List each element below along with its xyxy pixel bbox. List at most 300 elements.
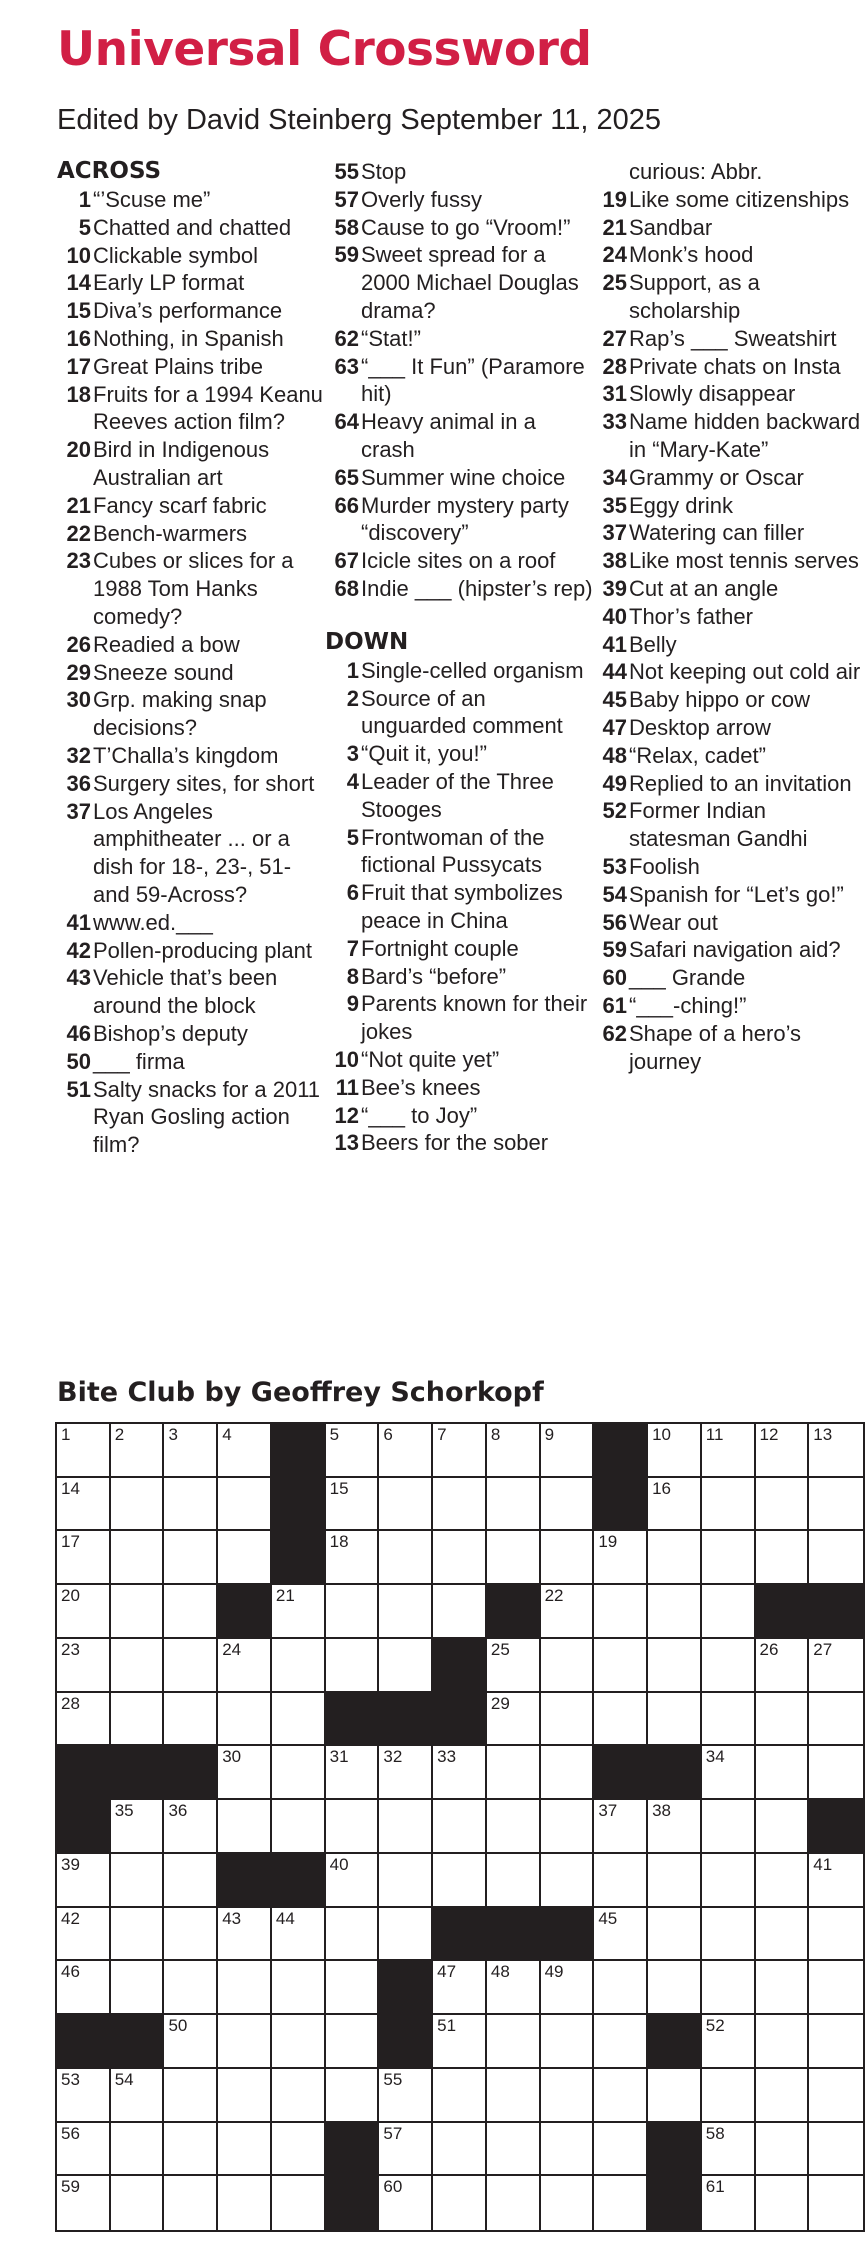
grid-cell[interactable] [433, 2176, 487, 2230]
clue-text: “Quit it, you!” [361, 741, 487, 767]
grid-cell[interactable] [756, 1908, 810, 1962]
clue-item [57, 659, 327, 687]
clue-number: 39 [602, 575, 627, 601]
clue-text: ___ Grande [629, 965, 746, 991]
clue-text: “___ to Joy” [361, 1102, 478, 1128]
grid-cell[interactable] [541, 2123, 595, 2177]
grid-cell[interactable] [111, 1531, 165, 1585]
grid-cell[interactable] [809, 2015, 863, 2069]
cell-number: 46 [61, 1962, 80, 1982]
cell-number: 20 [61, 1586, 80, 1606]
clue-number: 62 [602, 1020, 627, 1046]
grid-cell[interactable] [648, 1639, 702, 1693]
grid-cell[interactable] [756, 2015, 810, 2069]
clue-text: Salty snacks for a 2011 Ryan Gosling action film? [93, 1076, 321, 1158]
grid-cell[interactable] [594, 2015, 648, 2069]
grid-cell[interactable] [379, 1746, 433, 1800]
grid-cell[interactable] [57, 1585, 111, 1639]
grid-cell[interactable] [541, 1961, 595, 2015]
grid-cell[interactable] [164, 2069, 218, 2123]
clue-item [593, 686, 863, 714]
clue-text: www.ed.___ [93, 909, 213, 935]
grid-cell[interactable] [648, 1478, 702, 1532]
black-square [809, 1800, 863, 1854]
grid-cell[interactable] [648, 1854, 702, 1908]
grid-cell[interactable] [433, 1478, 487, 1532]
grid-cell[interactable] [702, 1693, 756, 1747]
grid-cell[interactable] [702, 1961, 756, 2015]
grid-cell[interactable] [164, 1478, 218, 1532]
grid-cell[interactable] [326, 1854, 380, 1908]
grid-cell[interactable] [111, 1424, 165, 1478]
grid-cell[interactable] [702, 1585, 756, 1639]
clue-text: Stop [361, 159, 407, 184]
grid-cell[interactable] [164, 1639, 218, 1693]
grid-cell[interactable] [809, 2176, 863, 2230]
grid-cell[interactable] [541, 1639, 595, 1693]
cell-number: 36 [168, 1801, 188, 1821]
grid-cell[interactable] [756, 2069, 810, 2123]
clue-number: 16 [66, 325, 91, 351]
grid-cell[interactable] [326, 1746, 380, 1800]
grid-cell[interactable] [218, 2123, 272, 2177]
grid-cell[interactable] [272, 1961, 326, 2015]
grid-cell[interactable] [702, 2123, 756, 2177]
clue-column-2 [325, 158, 595, 1157]
clue-item [593, 241, 863, 269]
grid-cell[interactable] [164, 1908, 218, 1962]
grid-cell[interactable] [218, 1800, 272, 1854]
grid-cell[interactable] [541, 1424, 595, 1478]
grid-cell[interactable] [379, 2069, 433, 2123]
grid-cell[interactable] [541, 1800, 595, 1854]
clue-item [57, 1020, 327, 1048]
grid-cell[interactable] [326, 1908, 380, 1962]
grid-cell[interactable] [164, 1531, 218, 1585]
grid-cell[interactable] [541, 1746, 595, 1800]
grid-cell[interactable] [379, 1424, 433, 1478]
grid-cell[interactable] [272, 1908, 326, 1962]
grid-cell[interactable] [433, 2015, 487, 2069]
cell-number: 58 [705, 2123, 725, 2143]
clue-text: Rap’s ___ Sweatshirt [629, 325, 837, 351]
grid-cell[interactable] [218, 2015, 272, 2069]
clue-number: 61 [602, 992, 627, 1018]
clue-item [593, 603, 863, 631]
grid-cell[interactable] [111, 1693, 165, 1747]
grid-cell[interactable] [809, 1424, 863, 1478]
grid-cell[interactable] [756, 2123, 810, 2177]
grid-cell[interactable] [57, 1693, 111, 1747]
clue-text: Overly fussy [361, 186, 483, 212]
clue-item [593, 353, 863, 381]
grid-cell[interactable] [809, 1639, 863, 1693]
grid-cell[interactable] [648, 1585, 702, 1639]
grid-cell[interactable] [648, 1424, 702, 1478]
clue-text: Not keeping out cold air [629, 659, 861, 685]
grid-cell[interactable] [57, 1908, 111, 1962]
grid-cell[interactable] [756, 1531, 810, 1585]
cell-number: 44 [275, 1908, 295, 1928]
clue-item [57, 1076, 327, 1159]
grid-cell[interactable] [111, 2176, 165, 2230]
grid-cell[interactable] [594, 1531, 648, 1585]
grid-cell[interactable] [487, 1639, 541, 1693]
grid-cell[interactable] [57, 2123, 111, 2177]
grid-cell[interactable] [756, 1961, 810, 2015]
grid-cell[interactable] [433, 1531, 487, 1585]
grid-cell[interactable] [487, 1800, 541, 1854]
grid-cell[interactable] [487, 1478, 541, 1532]
grid-cell[interactable] [756, 1424, 810, 1478]
clue-item [325, 657, 595, 685]
clue-number: 55 [334, 159, 359, 184]
grid-cell[interactable] [541, 2069, 595, 2123]
grid-cell[interactable] [57, 1531, 111, 1585]
grid-cell[interactable] [379, 1854, 433, 1908]
grid-cell[interactable] [487, 1531, 541, 1585]
grid-cell[interactable] [487, 1961, 541, 2015]
clue-item [325, 241, 595, 324]
grid-cell[interactable] [702, 2069, 756, 2123]
grid-cell[interactable] [487, 1424, 541, 1478]
grid-cell[interactable] [594, 1908, 648, 1962]
cell-number: 47 [437, 1962, 457, 1982]
grid-cell[interactable] [756, 1800, 810, 1854]
grid-cell[interactable] [326, 1478, 380, 1532]
clue-item [325, 685, 595, 741]
grid-cell[interactable] [809, 1854, 863, 1908]
clue-item [325, 492, 595, 548]
grid-cell[interactable] [164, 1424, 218, 1478]
cell-number: 31 [329, 1747, 349, 1767]
grid-cell[interactable] [111, 2069, 165, 2123]
grid-cell[interactable] [809, 2069, 863, 2123]
clue-text: Shape of a hero’s journey [629, 1020, 802, 1074]
cell-number: 57 [383, 2123, 403, 2143]
cell-number: 22 [544, 1586, 564, 1606]
cell-number: 24 [222, 1639, 242, 1659]
cell-number: 48 [490, 1962, 510, 1982]
grid-cell[interactable] [648, 1693, 702, 1747]
grid-cell[interactable] [379, 1585, 433, 1639]
grid-cell[interactable] [57, 2069, 111, 2123]
clue-text: Clickable symbol [93, 242, 259, 268]
grid-cell[interactable] [433, 1746, 487, 1800]
clue-item [57, 186, 327, 214]
grid-cell[interactable] [648, 1908, 702, 1962]
clue-number: 21 [66, 492, 91, 518]
grid-cell[interactable] [433, 1424, 487, 1478]
clue-number: 17 [66, 353, 91, 379]
clue-text: Pollen-producing plant [93, 937, 312, 963]
grid-cell[interactable] [433, 2069, 487, 2123]
clue-text: Fancy scarf fabric [93, 492, 267, 518]
grid-cell[interactable] [326, 1531, 380, 1585]
grid-cell[interactable] [218, 1693, 272, 1747]
clue-item [57, 770, 327, 798]
clue-number: 49 [602, 770, 627, 796]
clue-number: 22 [66, 520, 91, 546]
grid-cell[interactable] [594, 2123, 648, 2177]
grid-cell[interactable] [379, 1800, 433, 1854]
clue-number: 34 [602, 464, 627, 490]
grid-cell[interactable] [326, 1639, 380, 1693]
clue-text: Monk’s hood [629, 242, 754, 268]
grid-cell[interactable] [702, 1424, 756, 1478]
grid-cell[interactable] [379, 1478, 433, 1532]
grid-cell[interactable] [594, 2176, 648, 2230]
grid-cell[interactable] [433, 1961, 487, 2015]
grid-cell[interactable] [218, 1478, 272, 1532]
clue-text: “Relax, cadet” [629, 742, 766, 768]
grid-cell[interactable] [379, 2123, 433, 2177]
grid-cell[interactable] [809, 1961, 863, 2015]
clue-text: Watering can filler [629, 520, 805, 546]
clue-item [593, 380, 863, 408]
grid-cell[interactable] [326, 1424, 380, 1478]
grid-cell[interactable] [433, 1800, 487, 1854]
clue-number: 43 [66, 965, 91, 991]
grid-cell[interactable] [809, 1693, 863, 1747]
cell-number: 19 [598, 1532, 618, 1552]
cell-number: 35 [114, 1801, 134, 1821]
grid-cell[interactable] [164, 2123, 218, 2177]
black-square [57, 1800, 111, 1854]
grid-cell[interactable] [702, 1854, 756, 1908]
grid-cell[interactable] [702, 2015, 756, 2069]
grid-cell[interactable] [809, 1478, 863, 1532]
grid-cell[interactable] [756, 2176, 810, 2230]
grid-cell[interactable] [164, 1961, 218, 2015]
grid-cell[interactable] [111, 2123, 165, 2177]
grid-cell[interactable] [57, 1961, 111, 2015]
grid-cell[interactable] [541, 1585, 595, 1639]
cell-number: 11 [705, 1425, 724, 1444]
grid-cell[interactable] [756, 1746, 810, 1800]
black-square [541, 1908, 595, 1962]
grid-cell[interactable] [702, 1908, 756, 1962]
grid-cell[interactable] [756, 1693, 810, 1747]
grid-cell[interactable] [164, 1693, 218, 1747]
clue-item [593, 631, 863, 659]
clue-text: Fruit that symbolizes peace in China [361, 880, 563, 933]
clue-number: 47 [602, 714, 627, 740]
clue-text: Support, as a scholarship [629, 270, 760, 323]
grid-cell[interactable] [218, 1961, 272, 2015]
grid-cell[interactable] [594, 1800, 648, 1854]
grid-cell[interactable] [541, 1854, 595, 1908]
clue-text: Fortnight couple [361, 935, 519, 961]
grid-cell[interactable] [756, 1639, 810, 1693]
cell-number: 18 [329, 1532, 349, 1552]
grid-cell[interactable] [57, 1639, 111, 1693]
grid-cell[interactable] [164, 2176, 218, 2230]
cell-number: 32 [383, 1747, 403, 1767]
clue-number: 41 [602, 631, 627, 657]
grid-cell[interactable] [272, 1746, 326, 1800]
grid-cell[interactable] [702, 1531, 756, 1585]
cell-number: 2 [114, 1425, 125, 1444]
grid-cell[interactable] [111, 1908, 165, 1962]
grid-cell[interactable] [326, 2069, 380, 2123]
clue-item [325, 158, 595, 186]
grid-cell[interactable] [272, 1585, 326, 1639]
grid-cell[interactable] [379, 2176, 433, 2230]
clue-item [57, 297, 327, 325]
grid-cell[interactable] [218, 2069, 272, 2123]
grid-cell[interactable] [164, 1800, 218, 1854]
grid-cell[interactable] [648, 1800, 702, 1854]
grid-cell[interactable] [272, 2176, 326, 2230]
grid-cell[interactable] [487, 1854, 541, 1908]
clue-number: 18 [66, 381, 91, 407]
grid-cell[interactable] [57, 1424, 111, 1478]
clue-item [593, 964, 863, 992]
clue-column-3 [593, 158, 863, 1075]
clue-number: 54 [602, 881, 627, 907]
grid-cell[interactable] [164, 2015, 218, 2069]
grid-cell[interactable] [111, 1585, 165, 1639]
grid-cell[interactable] [272, 2123, 326, 2177]
grid-cell[interactable] [326, 2015, 380, 2069]
grid-cell[interactable] [326, 1800, 380, 1854]
clue-item [593, 408, 863, 464]
clue-text: Name hidden backward in “Mary-Kate” [629, 409, 861, 462]
clue-number: 25 [602, 270, 627, 296]
grid-cell[interactable] [594, 1693, 648, 1747]
grid-cell[interactable] [218, 1746, 272, 1800]
clue-number: 65 [334, 464, 359, 490]
clue-item [593, 186, 863, 214]
grid-cell[interactable] [111, 1639, 165, 1693]
grid-cell[interactable] [487, 1746, 541, 1800]
grid-cell[interactable] [218, 2176, 272, 2230]
clue-item [57, 214, 327, 242]
clue-text: Sneeze sound [93, 659, 234, 685]
grid-cell[interactable] [756, 1478, 810, 1532]
grid-cell[interactable] [272, 2015, 326, 2069]
grid-cell[interactable] [57, 1854, 111, 1908]
grid-cell[interactable] [594, 1854, 648, 1908]
cell-number: 61 [705, 2177, 725, 2197]
grid-cell[interactable] [379, 1531, 433, 1585]
grid-cell[interactable] [111, 1854, 165, 1908]
clue-text: Frontwoman of the fictional Pussycats [361, 824, 545, 878]
clue-number: 1 [346, 657, 359, 683]
clue-number: 33 [602, 409, 627, 435]
clue-number: 48 [602, 742, 627, 768]
grid-cell[interactable] [57, 2176, 111, 2230]
grid-cell[interactable] [648, 2069, 702, 2123]
grid-cell[interactable] [433, 1585, 487, 1639]
grid-cell[interactable] [57, 1478, 111, 1532]
grid-cell[interactable] [702, 1800, 756, 1854]
grid-cell[interactable] [648, 1961, 702, 2015]
grid-cell[interactable] [809, 1908, 863, 1962]
clue-number: 10 [334, 1046, 359, 1072]
grid-cell[interactable] [594, 1961, 648, 2015]
grid-cell[interactable] [379, 1639, 433, 1693]
grid-cell[interactable] [702, 1639, 756, 1693]
grid-cell[interactable] [379, 1908, 433, 1962]
grid-cell[interactable] [164, 1854, 218, 1908]
grid-cell[interactable] [809, 1531, 863, 1585]
clue-number: 2 [346, 685, 359, 711]
grid-cell[interactable] [756, 1854, 810, 1908]
clue-text: Bird in Indigenous Australian art [93, 437, 270, 490]
clue-number: 23 [66, 548, 91, 574]
black-square [111, 2015, 165, 2069]
grid-cell[interactable] [648, 1531, 702, 1585]
grid-cell[interactable] [218, 1639, 272, 1693]
grid-cell[interactable] [111, 1800, 165, 1854]
clue-text: “___ It Fun” (Paramore hit) [361, 353, 585, 407]
cell-number: 30 [222, 1747, 242, 1767]
grid-cell[interactable] [218, 1531, 272, 1585]
clue-item [593, 853, 863, 881]
grid-cell[interactable] [541, 1531, 595, 1585]
grid-cell[interactable] [218, 1908, 272, 1962]
black-square [756, 1585, 810, 1639]
grid-cell[interactable] [433, 2123, 487, 2177]
grid-cell[interactable] [272, 1693, 326, 1747]
grid-cell[interactable] [164, 1585, 218, 1639]
grid-cell[interactable] [702, 1746, 756, 1800]
clue-text: Diva’s performance [93, 298, 283, 324]
clue-item [57, 798, 327, 909]
clue-item [593, 519, 863, 547]
grid-cell[interactable] [487, 2123, 541, 2177]
clue-item [57, 1048, 327, 1076]
grid-cell[interactable] [594, 2069, 648, 2123]
clue-text: Slowly disappear [629, 381, 796, 407]
grid-cell[interactable] [541, 1693, 595, 1747]
cell-number: 29 [490, 1693, 510, 1713]
grid-cell[interactable] [702, 2176, 756, 2230]
clue-item [593, 325, 863, 353]
grid-cell[interactable] [326, 1961, 380, 2015]
grid-cell[interactable] [272, 1639, 326, 1693]
clue-item [325, 824, 595, 880]
grid-cell[interactable] [487, 1693, 541, 1747]
clue-number: 35 [602, 492, 627, 518]
grid-cell[interactable] [541, 2015, 595, 2069]
grid-cell[interactable] [809, 1746, 863, 1800]
cell-number: 33 [437, 1747, 457, 1767]
grid-cell[interactable] [594, 1585, 648, 1639]
grid-cell[interactable] [326, 1585, 380, 1639]
grid-cell[interactable] [594, 1639, 648, 1693]
grid-cell[interactable] [541, 1478, 595, 1532]
grid-cell[interactable] [809, 2123, 863, 2177]
grid-cell[interactable] [487, 2069, 541, 2123]
black-square [218, 1854, 272, 1908]
grid-cell[interactable] [111, 1961, 165, 2015]
grid-cell[interactable] [541, 2176, 595, 2230]
cell-number: 50 [168, 2016, 188, 2036]
grid-cell[interactable] [487, 2176, 541, 2230]
cell-number: 51 [437, 2016, 457, 2036]
grid-cell[interactable] [487, 2015, 541, 2069]
grid-cell[interactable] [433, 1854, 487, 1908]
grid-cell[interactable] [272, 2069, 326, 2123]
clue-number: 14 [66, 270, 91, 296]
grid-cell[interactable] [111, 1478, 165, 1532]
grid-cell[interactable] [218, 1424, 272, 1478]
grid-cell[interactable] [272, 1800, 326, 1854]
grid-cell[interactable] [702, 1478, 756, 1532]
